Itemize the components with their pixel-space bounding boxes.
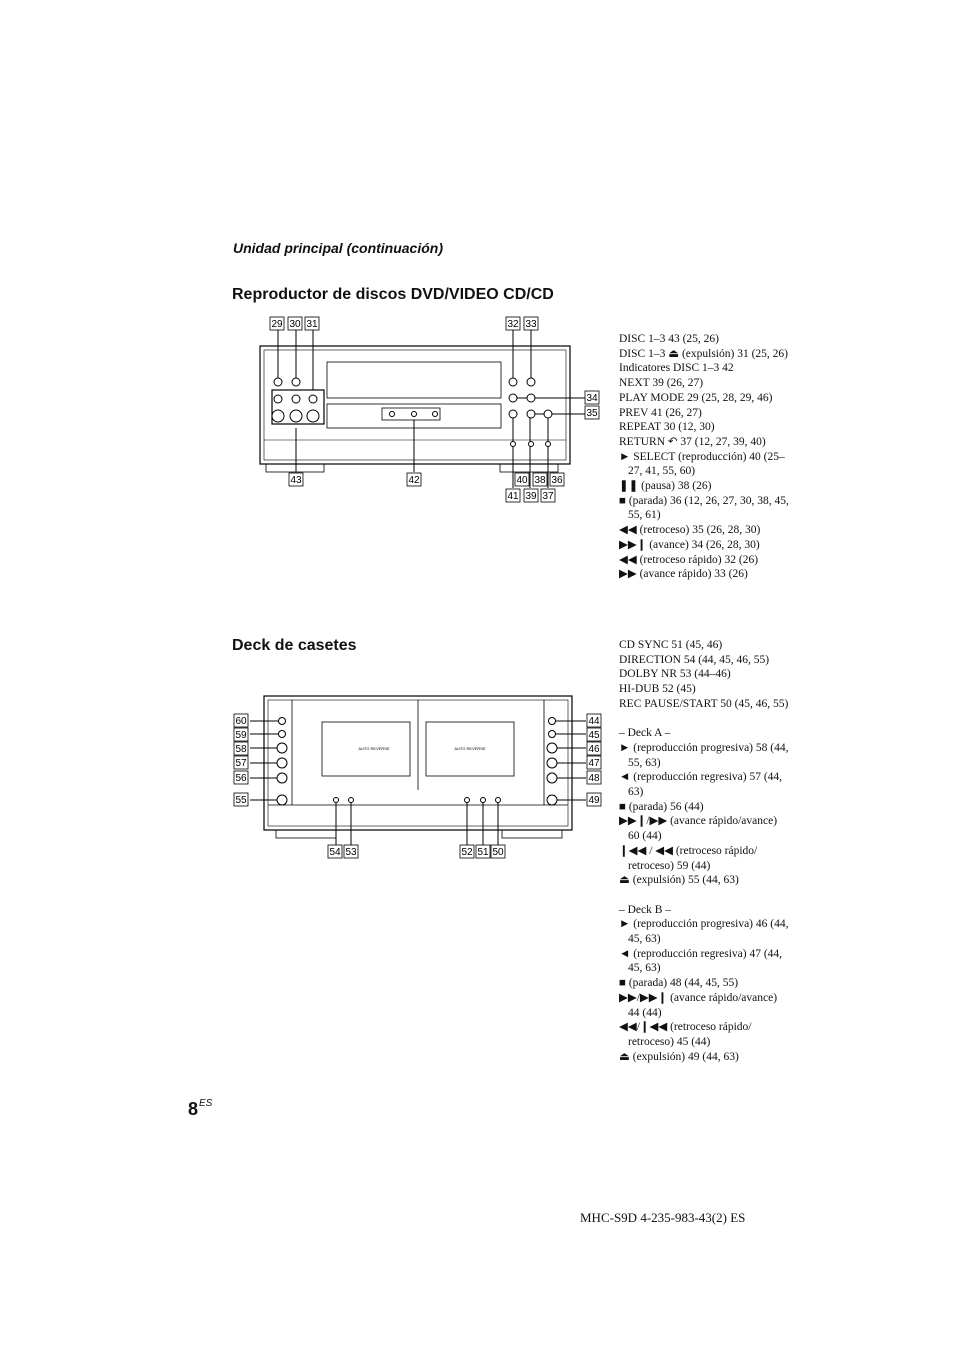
list-item: ► (reproducción progresiva) 46 (44, 45, 63) [619, 918, 789, 946]
list-item: DISC 1–3 43 (25, 26) [619, 333, 719, 345]
list-item: ▶▶❙ (avance) 34 (26, 28, 30) [619, 538, 760, 551]
callout-39: 39 [525, 491, 537, 502]
callout-31: 31 [306, 319, 318, 330]
callout-40: 40 [516, 475, 528, 486]
callout-37: 37 [542, 491, 554, 502]
list-item: DOLBY NR 53 (44–46) [619, 668, 731, 681]
list-item: ❚❚ (pausa) 38 (26) [619, 480, 712, 493]
callout-29: 29 [271, 319, 283, 330]
list-item: REC PAUSE/START 50 (45, 46, 55) [619, 697, 789, 710]
callout-46: 46 [588, 744, 600, 755]
callout-43: 43 [290, 475, 302, 486]
callout-57: 57 [235, 758, 247, 769]
list-item: ▶▶/▶▶❙ (avance rápido/avance) 44 (44) [619, 991, 778, 1019]
callout-33: 33 [525, 319, 537, 330]
list-item: ► SELECT (reproducción) 40 (25–27, 41, 55, 60) [619, 450, 785, 478]
deck-a-auto-reverse-label: AUTO REVERSE [358, 746, 390, 751]
list-item: RETURN ↶ 37 (12, 27, 39, 40) [619, 435, 766, 448]
page-number: $8^{ES}$ [188, 1098, 213, 1119]
deck-callouts-bottom [328, 845, 505, 858]
callout-38: 38 [534, 475, 546, 486]
section-title: Unidad principal (continuación) [233, 240, 443, 256]
callout-41: 41 [507, 491, 519, 502]
deck-reference-list [619, 638, 791, 1064]
list-item: DIRECTION 54 (44, 45, 46, 55) [619, 653, 770, 666]
callout-35: 35 [586, 408, 598, 419]
callout-36: 36 [551, 475, 563, 486]
callout-45: 45 [588, 730, 600, 741]
list-item: PREV 41 (26, 27) [619, 406, 702, 419]
list-item: DISC 1–3 ⏏ (expulsión) 31 (25, 26) [619, 347, 788, 360]
list-item: ⏏ (expulsión) 49 (44, 63) [619, 1050, 739, 1063]
list-item: ⏏ (expulsión) 55 (44, 63) [619, 874, 739, 887]
list-item: ❙◀◀ / ◀◀ (retroceso rápido/ retroceso) 59 (44) [619, 844, 758, 872]
deck-b-heading: – Deck B – [619, 903, 672, 916]
callout-32: 32 [507, 319, 519, 330]
list-item: ■ (parada) 36 (12, 26, 27, 30, 38, 45, 55, 61) [619, 494, 789, 522]
callout-42: 42 [408, 475, 420, 486]
list-item: ◀◀/❙◀◀ (retroceso rápido/ retroceso) 45 (44) [619, 1021, 752, 1048]
deck-callouts-right [587, 714, 601, 806]
callout-60: 60 [235, 716, 247, 727]
cassette-deck-diagram [230, 690, 610, 865]
list-item: ◄ (reproducción regresiva) 57 (44, 63) [619, 771, 783, 799]
callout-54: 54 [329, 847, 341, 858]
list-item: Indicatores DISC 1–3 42 [619, 362, 734, 375]
deck-section-title: Deck de casetes [232, 637, 357, 654]
list-item: PLAY MODE 29 (25, 28, 29, 46) [619, 391, 773, 404]
callout-52: 52 [461, 847, 473, 858]
callout-53: 53 [345, 847, 357, 858]
list-item: ◀◀ (retroceso) 35 (26, 28, 30) [619, 524, 761, 537]
list-item: REPEAT 30 (12, 30) [619, 421, 715, 434]
dvd-reference-list [619, 332, 791, 582]
dvd-section-title: Reproductor de discos DVD/VIDEO CD/CD [232, 286, 554, 303]
list-item: ■ (parada) 48 (44, 45, 55) [619, 977, 739, 990]
dvd-callouts-bottom [289, 473, 555, 502]
deck-b-auto-reverse-label: AUTO REVERSE [454, 746, 486, 751]
callout-55: 55 [235, 795, 247, 806]
callout-51: 51 [477, 847, 489, 858]
list-item: ■ (parada) 56 (44) [619, 800, 704, 813]
callout-48: 48 [588, 773, 600, 784]
dvd-player-diagram [230, 310, 610, 510]
footer-model: MHC-S9D 4-235-983-43(2) ES [580, 1210, 746, 1225]
page-lang: ES [199, 1098, 213, 1109]
callout-56: 56 [235, 773, 247, 784]
callout-58: 58 [235, 744, 247, 755]
callout-50: 50 [492, 847, 504, 858]
list-item: ▶▶❙/▶▶ (avance rápido/avance) 60 (44) [619, 815, 778, 843]
dvd-callouts-top [270, 317, 538, 330]
callout-59: 59 [235, 730, 247, 741]
list-item: ▶▶ (avance rápido) 33 (26) [619, 568, 748, 581]
deck-callouts-left [234, 714, 248, 806]
list-item: ◀◀ (retroceso rápido) 32 (26) [619, 553, 759, 566]
callout-49: 49 [588, 795, 600, 806]
callout-47: 47 [588, 758, 600, 769]
list-item: ► (reproducción progresiva) 58 (44, 55, 63) [619, 741, 789, 769]
list-item: CD SYNC 51 (45, 46) [619, 639, 723, 651]
callout-34: 34 [586, 393, 598, 404]
list-item: NEXT 39 (26, 27) [619, 377, 704, 390]
list-item: ◄ (reproducción regresiva) 47 (44, 45, 63) [619, 947, 783, 975]
callout-30: 30 [289, 319, 301, 330]
list-item: HI-DUB 52 (45) [619, 683, 696, 696]
callout-44: 44 [588, 716, 600, 727]
deck-a-heading: – Deck A – [619, 727, 671, 740]
